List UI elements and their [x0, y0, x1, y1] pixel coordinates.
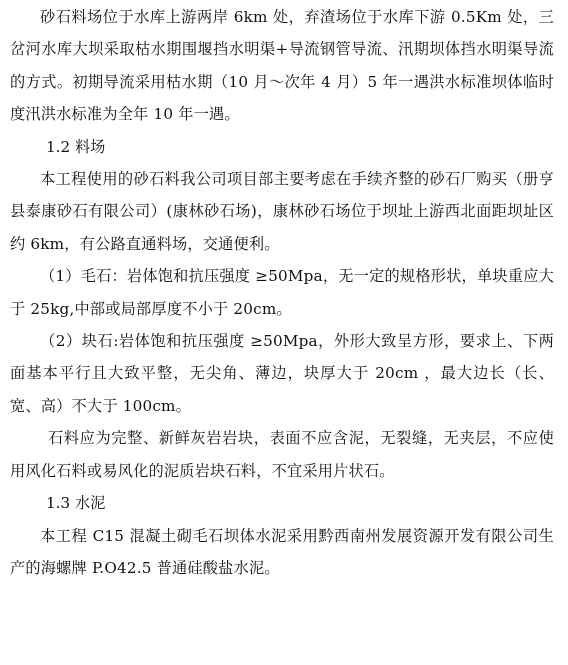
paragraph-block-stone: （2）块石:岩体饱和抗压强度 ≥50Mpa，外形大致呈方形，要求上、下两面基本平行且大致平整，无尖角、薄边，块厚大于 20cm ，最大边长（长、宽、高）不大于 100cm。 [10, 332, 554, 415]
paragraph-rubble-stone: （1）毛石：岩体饱和抗压强度 ≥50Mpa，无一定的规格形状，单块重应大于 25kg,中部或局部厚度不小于 20cm。 [10, 267, 554, 318]
paragraph-material-source: 本工程使用的砂石料我公司项目部主要考虑在手续齐整的砂石厂购买（册亨县泰康砂石有限公司）(康林砂石场)，康林砂石场位于坝址上游西北面距坝址区约 6km，有公路直通料场，交通便利。 [10, 170, 554, 253]
paragraph-cement: 本工程 C15 混凝土砌毛石坝体水泥采用黔西南州发展资源开发有限公司生产的海螺牌 P.O42.5 普通硅酸盐水泥。 [10, 526, 554, 577]
section-heading-cement: 1.3 水泥 [46, 494, 106, 513]
paragraph-quarry-location: 砂石料场位于水库上游两岸 6km 处，弃渣场位于水库下游 0.5Km 处，三岔河水库大坝采取枯水期围堰挡水明渠+导流钢管导流、汛期坝体挡水明渠导流的方式。初期导流采用枯水期（10 月～次年 4 月）5 年一遇洪水标准坝体临时度汛洪水标准为全年 10 年一遇。 [10, 8, 554, 124]
section-heading-material-yard: 1.2 料场 [46, 137, 106, 156]
paragraph-stone-quality: 石料应为完整、新鲜灰岩岩块，表面不应含泥，无裂缝，无夹层，不应使用风化石料或易风化的泥质岩块石料，不宜采用片状石。 [10, 429, 554, 480]
